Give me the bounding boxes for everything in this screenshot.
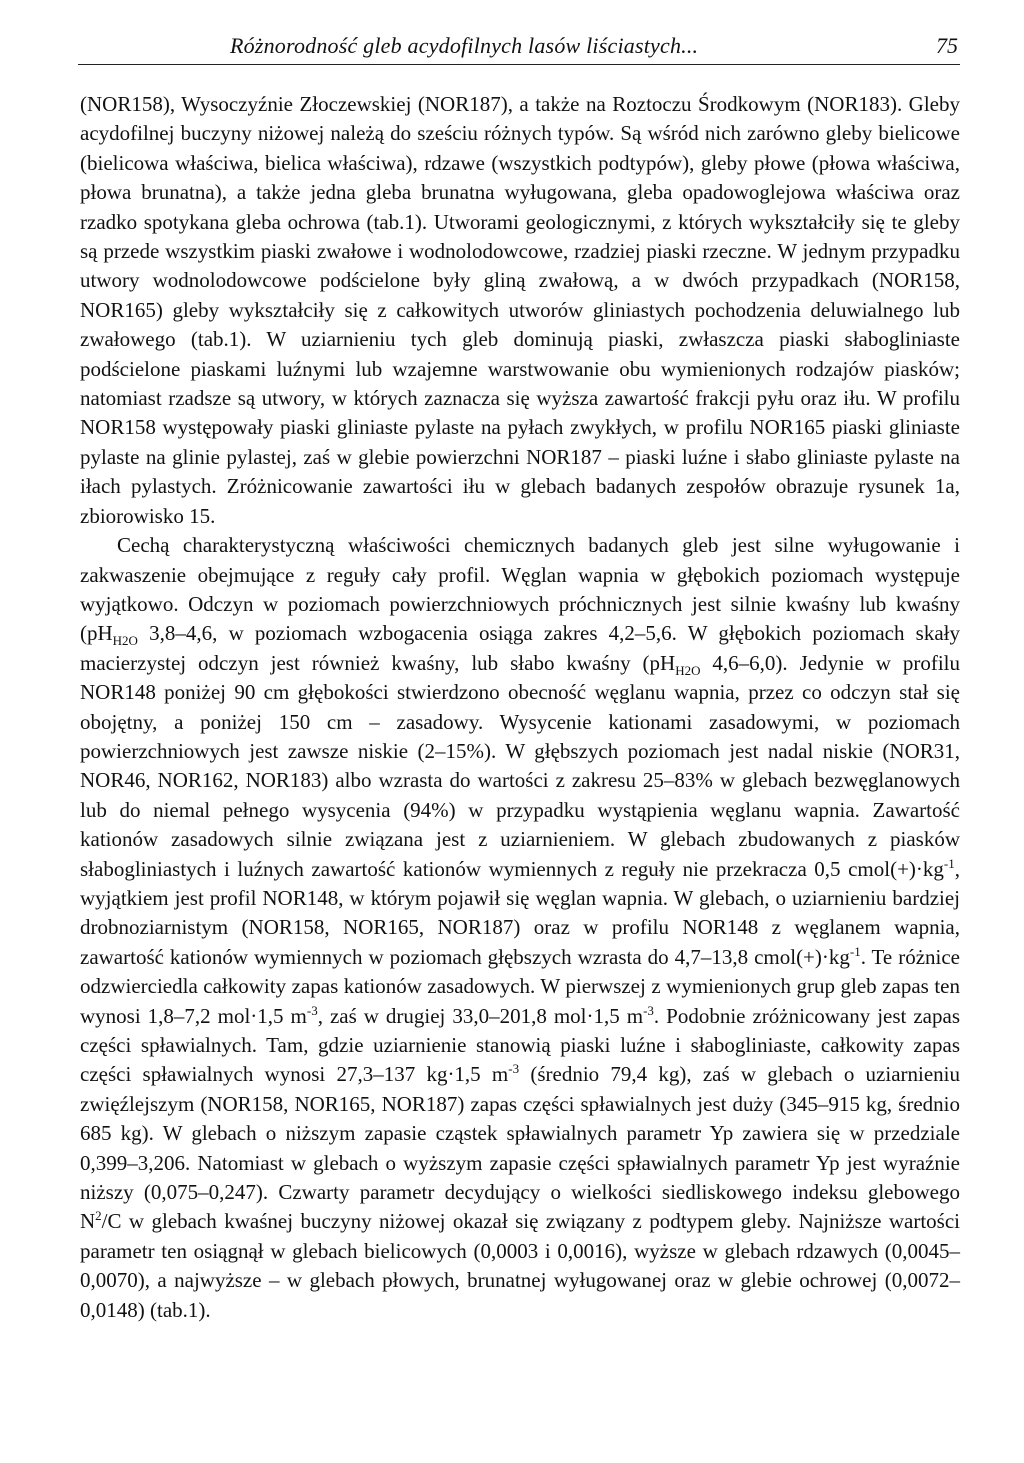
paragraph-text: . Te różnice odzwierciedla całkowity zapas kationów zasadowych. W pierwszej z wymienionych grup gleb zapas ten wynosi 1,8–7,2 mol·1,5 m xyxy=(80,944,960,1028)
subscript: H2O xyxy=(675,662,701,678)
paragraph-text: 3,8–4,6, w poziomach wzbogacenia osiąga zakres 4,2–5,6. W głębokich poziomach skały macierzystej odczyn jest również kwaśny, lub słabo kwaśny (pH xyxy=(80,621,960,675)
paragraph-text: (NOR158), Wysoczyźnie Złoczewskiej (NOR187), a także na Roztoczu Środkowym (NOR183). Gleby acydofilnej buczyny niżowej należą do sześciu różnych typów. Są wśród nich zarówno gleby bielicowe (bielicowa właściwa, bielica właściwa), rdzawe (wszystkich podtypów), gleby płowe (płowa właściwa, płowa brunatna), a także jedna gleba brunatna wyługowana, gleba opadowoglejowa właściwa oraz rzadko spotykana gleba ochrowa (tab.1). Utworami geologicznymi, z których wykształciły się te gleby są przede wszystkim piaski zwałowe i wodnolodowcowe, rzadziej piaski rzeczne. W jednym przypadku utwory wodnolodowcowe podścielone były gliną zwałową, a w dwóch przypadkach (NOR158, NOR165) gleby wykształciły się z całkowitych utworów gliniastych pochodzenia deluwialnego lub zwałowego (tab.1). W uziarnieniu tych gleb dominują piaski, zwłaszcza piaski słabogliniaste podścielone piaskami luźnymi lub wzajemne warstwowanie obu wymienionych rodzajów piasków; natomiast rzadsze są utwory, w których zaznacza się wyższa zawartość frakcji pyłu oraz iłu. W profilu NOR158 występowały piaski gliniaste pylaste na pyłach zwykłych, w profilu NOR165 piaski gliniaste pylaste na glinie pylastej, zaś w glebie powierzchni NOR187 – piaski luźne i słabo gliniaste pylaste na iłach pylastych. Zróżnicowanie zawartości iłu w glebach badanych zespołów obrazuje rysunek 1a, zbiorowisko 15. xyxy=(80,92,960,528)
superscript: -3 xyxy=(508,1061,520,1077)
paragraph-text: , wyjątkiem jest profil NOR148, w którym pojawił się węglan wapnia. W glebach, o uziarnieniu bardziej drobnoziarnistym (NOR158, NOR165, NOR187) oraz w profilu NOR148 z węglanem wapnia, zawartość kationów wymiennych w poziomach głębszych wzrasta do 4,7–13,8 cmol(+)·kg xyxy=(80,856,960,969)
paragraph-text: . Podobnie zróżnicowany jest zapas części spławialnych. Tam, gdzie uziarnienie stanowią piaski luźne i słabogliniaste, całkowity zapas części spławialnych wynosi 27,3–137 kg·1,5 m xyxy=(80,1003,960,1087)
paragraph-text: , zaś w drugiej 33,0–201,8 mol·1,5 m xyxy=(317,1003,644,1028)
subscript: H2O xyxy=(112,633,138,649)
page-number: 75 xyxy=(936,33,958,58)
page-header xyxy=(78,30,960,65)
superscript: -3 xyxy=(306,1002,318,1018)
paragraph xyxy=(80,531,960,1325)
superscript: -1 xyxy=(849,943,861,959)
superscript: -1 xyxy=(943,855,955,871)
paragraph-text: 4,6–6,0). Jedynie w profilu NOR148 poniżej 90 cm głębokości stwierdzono obecność węglanu wapnia, przez co odczyn stał się obojętny, a poniżej 150 cm – zasadowy. Wysycenie kationami zasadowymi, w poziomach powierzchniowych jest zawsze niskie (2–15%). W głębszych poziomach jest nadal niskie (NOR31, NOR46, NOR162, NOR183) albo wzrasta do wartości z zakresu 25–83% w glebach bezwęglanowych lub do niemal pełnego wysycenia (94%) w przypadku wystąpienia węglanu wapnia. Zawartość kationów zasadowych silnie związana jest z uziarnieniem. W glebach zbudowanych z piasków słabogliniastych i luźnych zawartość kationów wymiennych z reguły nie przekracza 0,5 cmol(+)·kg xyxy=(80,650,960,881)
superscript: 2 xyxy=(95,1208,102,1224)
paragraph-text: /C w glebach kwaśnej buczyny niżowej okazał się związany z podtypem gleby. Najniższe wartości parametr ten osiągnął w glebach bielicowych (0,0003 i 0,0016), wyższe w glebach rdzawych (0,0045–0,0070), a najwyższe – w glebach płowych, brunatnej wyługowanej oraz w glebie ochrowej (0,0072–0,0148) (tab.1). xyxy=(80,1209,960,1322)
paragraph-text: Cechą charakterystyczną właściwości chemicznych badanych gleb jest silne wyługowanie i zakwaszenie obejmujące z reguły cały profil. Węglan wapnia w głębokich poziomach występuje wyjątkowo. Odczyn w poziomach powierzchniowych próchnicznych jest silnie kwaśny lub kwaśny (pH xyxy=(80,533,960,646)
running-title: Różnorodność gleb acydofilnych lasów liściastych... xyxy=(230,33,699,58)
body-text xyxy=(80,90,960,1325)
superscript: -3 xyxy=(643,1002,654,1018)
paragraph-text: (średnio 79,4 kg), zaś w glebach o uziarnieniu zwięźlejszym (NOR158, NOR165, NOR187) zapas części spławialnych jest duży (345–915 kg, średnio 685 kg). W glebach o niższym zapasie cząstek spławialnych parametr Yp zawiera się w przedziale 0,399–3,206. Natomiast w glebach o wyższym zapasie części spławialnych parametr Yp jest wyraźnie niższy (0,075–0,247). Czwarty parametr decydujący o wielkości siedliskowego indeksu glebowego N xyxy=(80,1062,961,1234)
paragraph xyxy=(80,90,960,531)
